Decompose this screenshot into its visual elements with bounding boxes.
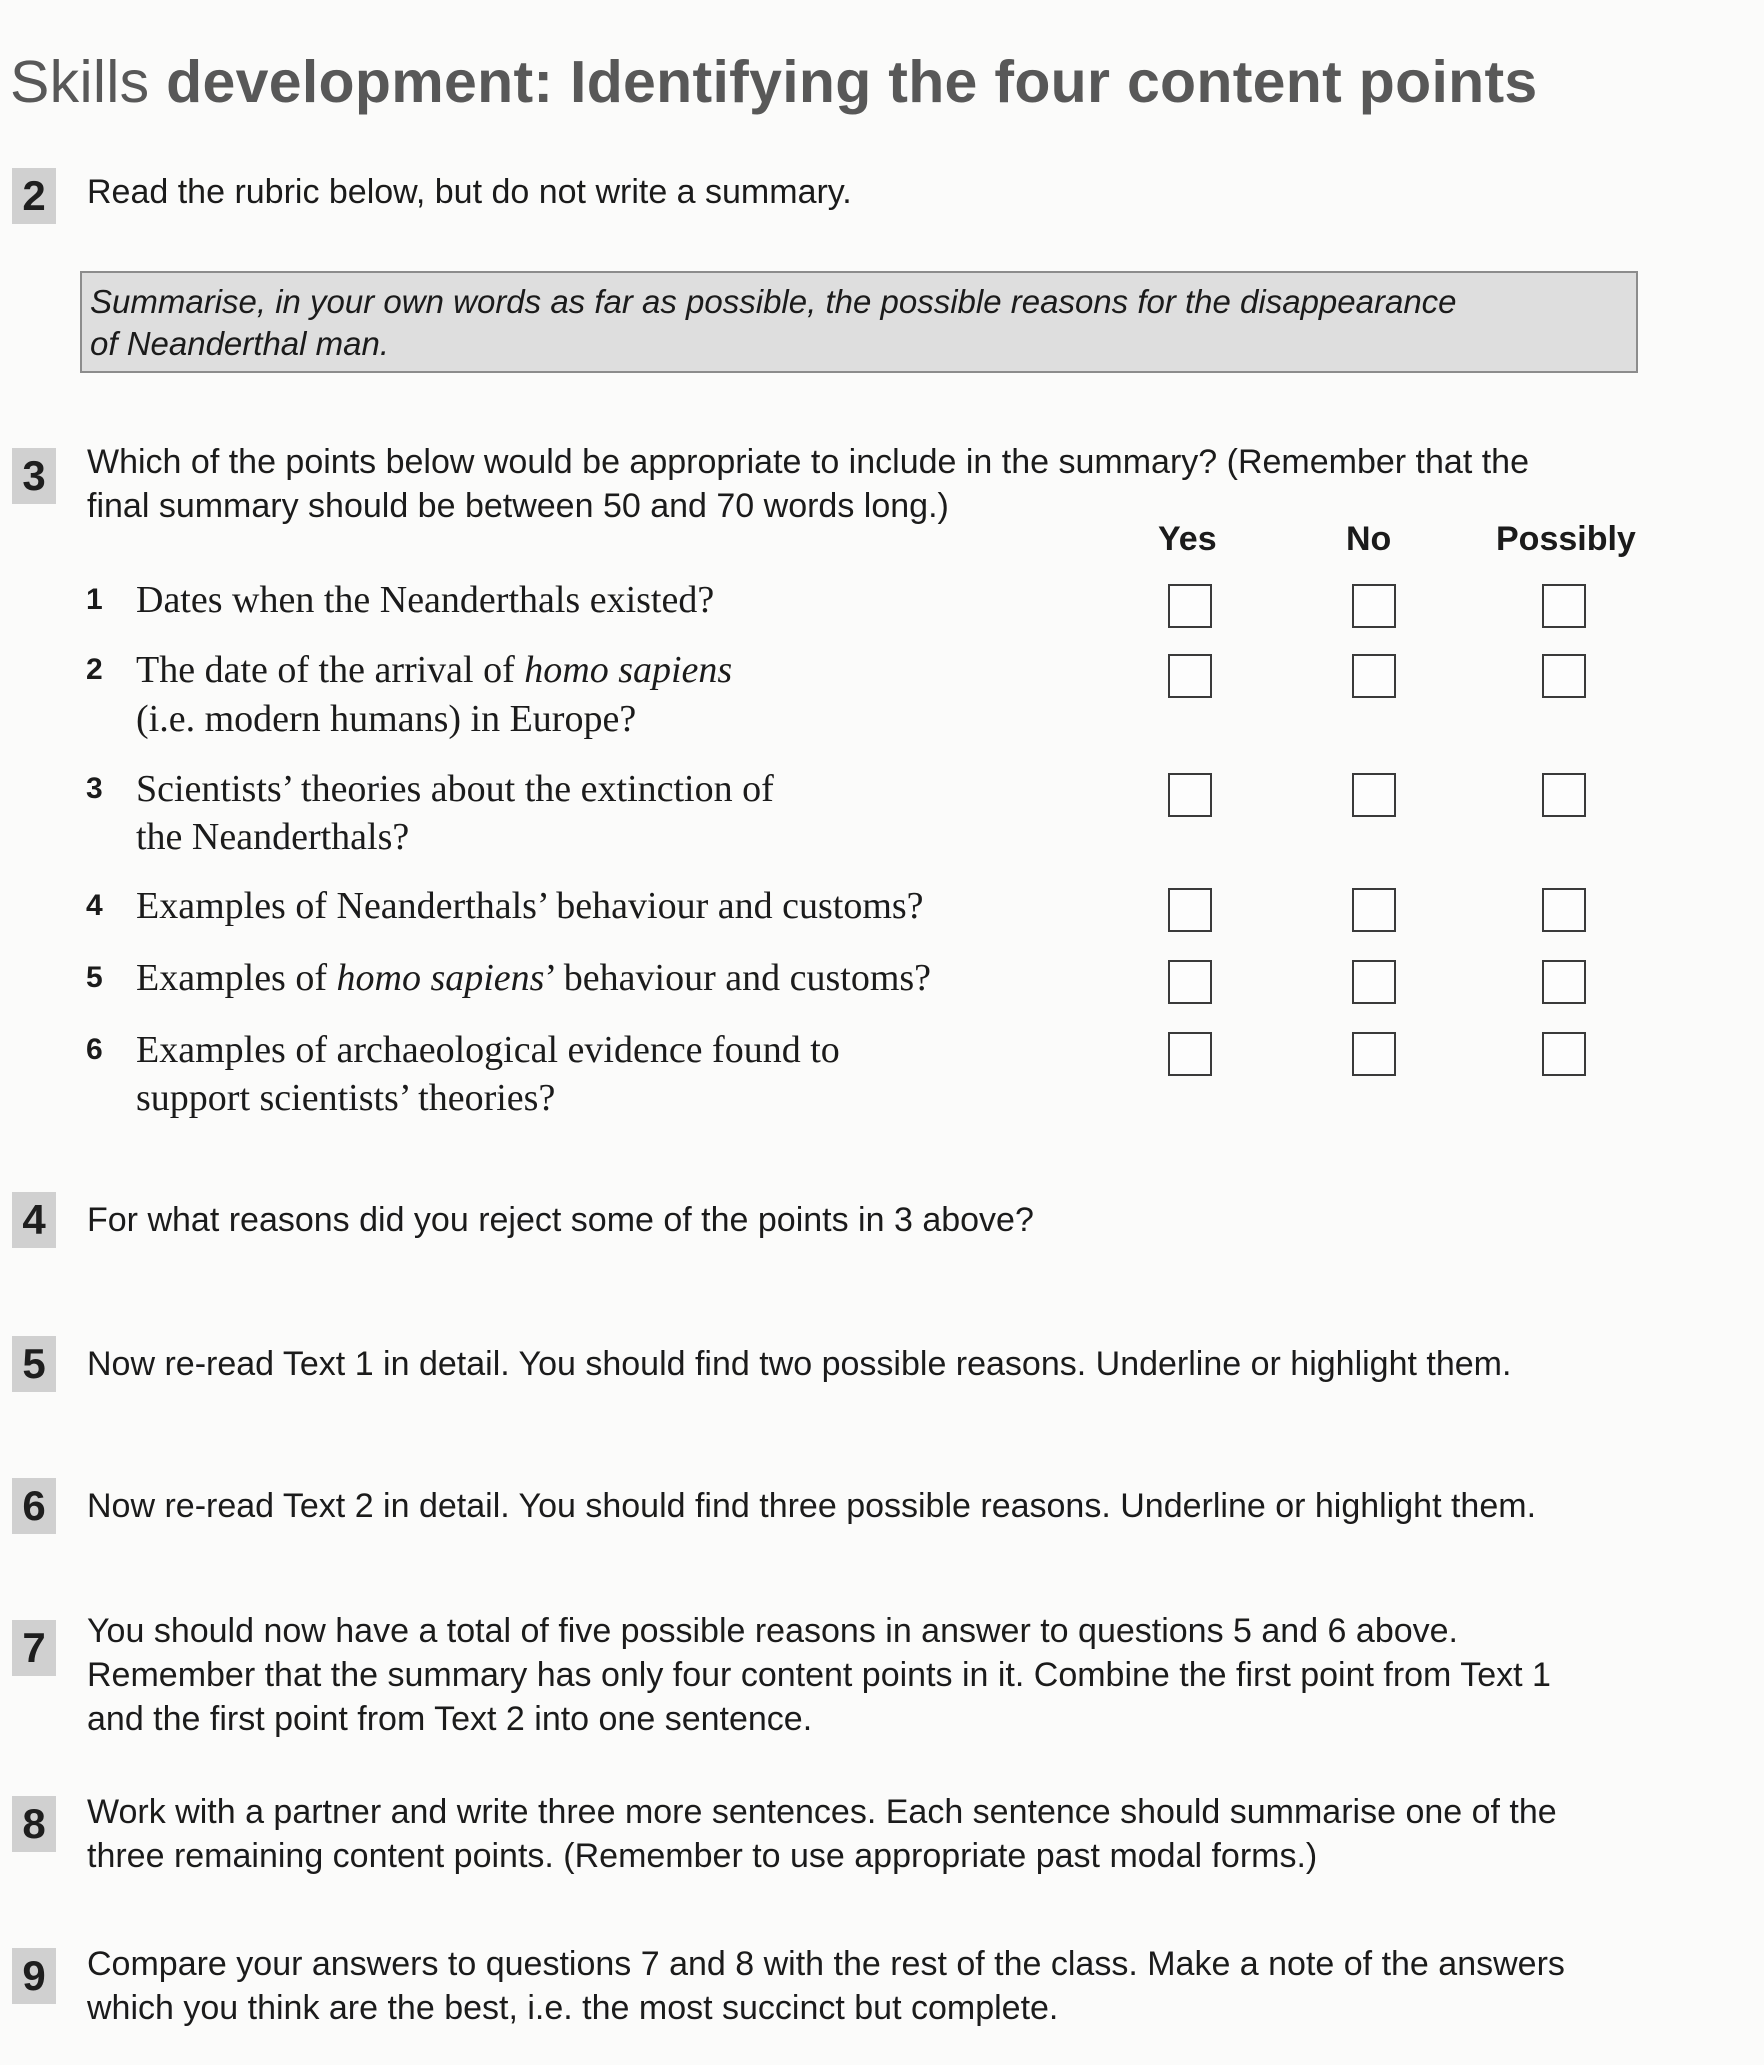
no-checkbox[interactable] xyxy=(1352,584,1396,628)
q3-instruction-line: final summary should be between 50 and 70 words long.) xyxy=(87,487,949,525)
possibly-checkbox[interactable] xyxy=(1542,888,1586,932)
yes-checkbox[interactable] xyxy=(1168,888,1212,932)
item-number: 2 xyxy=(86,653,103,686)
item-text-part: ’ behaviour and customs? xyxy=(544,957,932,999)
column-header-possibly: Possibly xyxy=(1496,520,1636,558)
item-text-part: The date of the arrival of xyxy=(136,649,525,691)
no-checkbox[interactable] xyxy=(1352,888,1396,932)
question-number-badge: 5 xyxy=(12,1336,56,1392)
no-checkbox[interactable] xyxy=(1352,773,1396,817)
yes-checkbox[interactable] xyxy=(1168,654,1212,698)
q9-instruction-line: Compare your answers to questions 7 and 8 with the rest of the class. Make a note of the answers xyxy=(87,1945,1565,1983)
possibly-checkbox[interactable] xyxy=(1542,1032,1586,1076)
q8-instruction-line: Work with a partner and write three more sentences. Each sentence should summarise one of the xyxy=(87,1793,1557,1831)
item-text-line2: support scientists’ theories? xyxy=(136,1077,556,1119)
possibly-checkbox[interactable] xyxy=(1542,584,1586,628)
possibly-checkbox[interactable] xyxy=(1542,654,1586,698)
possibly-checkbox[interactable] xyxy=(1542,960,1586,1004)
yes-checkbox[interactable] xyxy=(1168,584,1212,628)
item-number: 3 xyxy=(86,772,103,805)
no-checkbox[interactable] xyxy=(1352,654,1396,698)
item-number: 4 xyxy=(86,889,103,922)
item-text-line2: the Neanderthals? xyxy=(136,816,410,858)
item-number: 5 xyxy=(86,961,103,994)
item-text: Dates when the Neanderthals existed? xyxy=(136,579,715,621)
question-number-badge: 2 xyxy=(12,168,56,224)
title-prefix: Skills xyxy=(10,49,150,115)
no-checkbox[interactable] xyxy=(1352,960,1396,1004)
item-number: 6 xyxy=(86,1033,103,1066)
yes-checkbox[interactable] xyxy=(1168,773,1212,817)
q6-instruction: Now re-read Text 2 in detail. You should find three possible reasons. Underline or highlight them. xyxy=(87,1487,1537,1525)
item-text-part: Examples of xyxy=(136,957,337,999)
item-text: Examples of Neanderthals’ behaviour and customs? xyxy=(136,885,924,927)
no-checkbox[interactable] xyxy=(1352,1032,1396,1076)
question-number-badge: 6 xyxy=(12,1478,56,1534)
q4-instruction: For what reasons did you reject some of the points in 3 above? xyxy=(87,1201,1034,1239)
rubric-line: of Neanderthal man. xyxy=(90,325,390,362)
item-text-italic: homo sapiens xyxy=(524,649,733,691)
page-title xyxy=(10,48,1538,116)
item-text xyxy=(136,646,732,694)
rubric-line: Summarise, in your own words as far as possible, the possible reasons for the disappearance xyxy=(90,283,1457,320)
q7-instruction-line: Remember that the summary has only four content points in it. Combine the first point from Text 1 xyxy=(87,1656,1551,1694)
item-text-italic: homo sapiens xyxy=(336,957,545,999)
yes-checkbox[interactable] xyxy=(1168,960,1212,1004)
column-header-no: No xyxy=(1346,520,1392,558)
item-text: Scientists’ theories about the extinction of xyxy=(136,768,774,810)
column-header-yes: Yes xyxy=(1158,520,1217,558)
q7-instruction-line: and the first point from Text 2 into one sentence. xyxy=(87,1700,813,1738)
possibly-checkbox[interactable] xyxy=(1542,773,1586,817)
q8-instruction-line: three remaining content points. (Remember to use appropriate past modal forms.) xyxy=(87,1837,1318,1875)
yes-checkbox[interactable] xyxy=(1168,1032,1212,1076)
item-text-line2: (i.e. modern humans) in Europe? xyxy=(136,698,637,740)
q3-instruction-line: Which of the points below would be appropriate to include in the summary? (Remember that the xyxy=(87,443,1529,481)
q7-instruction-line: You should now have a total of five possible reasons in answer to questions 5 and 6 above. xyxy=(87,1612,1458,1650)
q2-instruction: Read the rubric below, but do not write a summary. xyxy=(87,173,852,211)
question-number-badge: 8 xyxy=(12,1796,56,1852)
rubric-box xyxy=(80,271,1638,373)
item-text: Examples of archaeological evidence found to xyxy=(136,1029,840,1071)
item-number: 1 xyxy=(86,583,103,616)
question-number-badge: 3 xyxy=(12,448,56,504)
question-number-badge: 4 xyxy=(12,1192,56,1248)
title-rest: development: Identifying the four content points xyxy=(149,49,1538,115)
item-text xyxy=(136,954,931,1002)
q9-instruction-line: which you think are the best, i.e. the most succinct but complete. xyxy=(87,1989,1059,2027)
q5-instruction: Now re-read Text 1 in detail. You should find two possible reasons. Underline or highlight them. xyxy=(87,1345,1512,1383)
question-number-badge: 9 xyxy=(12,1948,56,2004)
question-number-badge: 7 xyxy=(12,1620,56,1676)
